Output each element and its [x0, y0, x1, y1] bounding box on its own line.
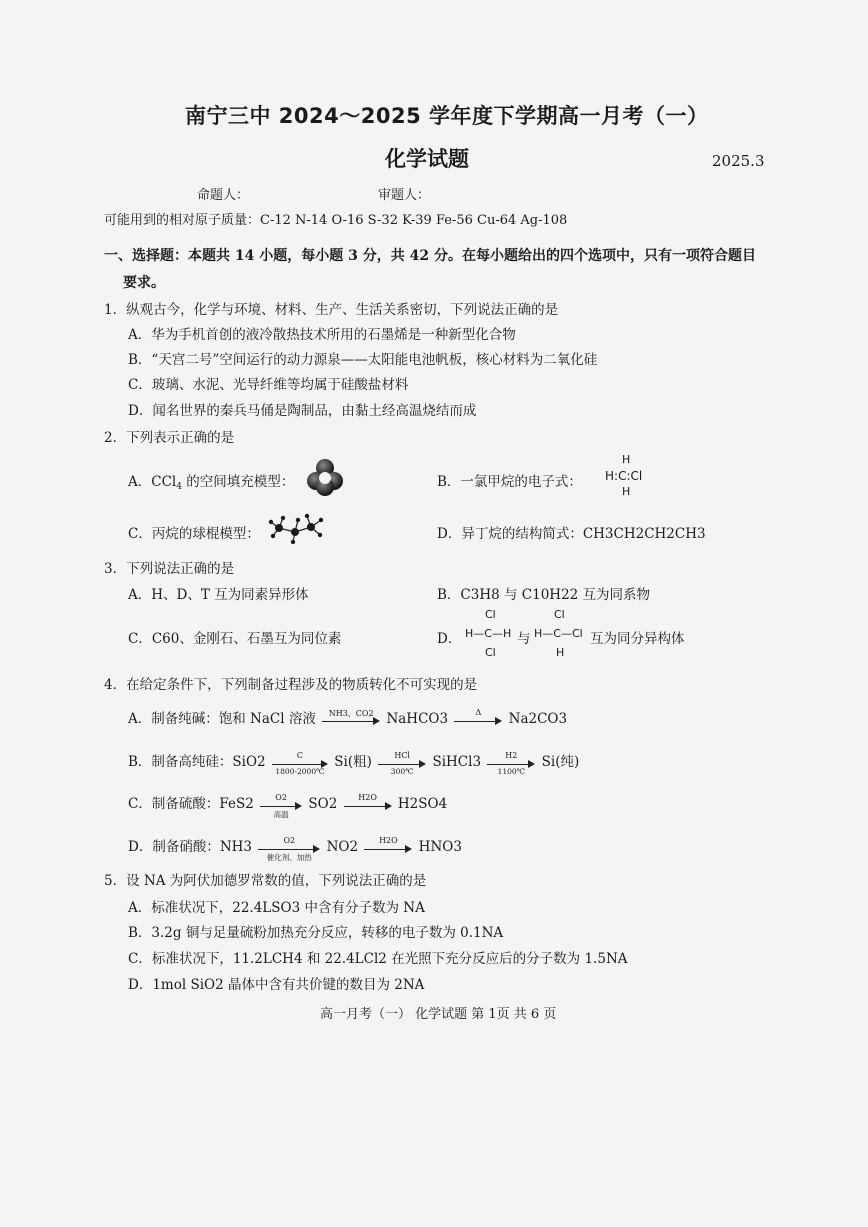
- q4-b-arrow1-temp: 1800-2000℃: [275, 766, 325, 776]
- q3-d-struct1-top: Cl: [485, 608, 496, 621]
- q1-option-c: C．玻璃、水泥、光导纤维等均属于硅酸盐材料: [128, 377, 409, 393]
- q4-b-arrow3-cond: H2: [505, 750, 518, 760]
- author-label: 命题人：: [197, 188, 250, 203]
- q4-c-mid: SO2: [308, 796, 338, 812]
- q2-a-pre: A．CCl: [128, 474, 177, 490]
- q4-c-arrow2-cond: H2O: [358, 792, 377, 802]
- q1-stem: 1．纵观古今，化学与环境、材料、生产、生活关系密切，下列说法正确的是: [104, 302, 559, 318]
- exam-date: 2025.3: [712, 152, 765, 170]
- q4-b-end: Si(纯): [541, 754, 580, 770]
- q5-option-b: B．3.2g 铜与足量硫粉加热充分反应，转移的电子数为 0.1NA: [128, 925, 504, 941]
- q2-option-d: D．异丁烷的结构简式：CH3CH2CH2CH3: [437, 526, 706, 542]
- q4-d-arrow1-cond: O2: [283, 835, 296, 845]
- q3-d-struct2-top: Cl: [554, 608, 565, 621]
- q4-d-end: HNO3: [418, 839, 462, 855]
- q5-stem: 5．设 NA 为阿伏加德罗常数的值，下列说法正确的是: [104, 873, 427, 889]
- q4-b-mid2: SiHCl3: [432, 754, 482, 770]
- q4-c-end: H2SO4: [397, 796, 448, 812]
- q2-stem: 2．下列表示正确的是: [104, 430, 235, 446]
- q3-option-a: A．H、D、T 互为同素异形体: [128, 587, 309, 603]
- q3-d-struct2-bot: H: [556, 646, 565, 659]
- q3-d-struct1-bot: Cl: [485, 646, 496, 659]
- q5-option-d: D．1mol SiO2 晶体中含有共价键的数目为 2NA: [128, 977, 425, 993]
- q2-b-formula-top: H: [622, 453, 631, 466]
- q3-d-struct2-mid: H—C—Cl: [534, 627, 583, 640]
- q4-a-mid: NaHCO3: [386, 711, 449, 727]
- q1-option-b: B．“天宫二号”空间运行的动力源泉——太阳能电池帆板，核心材料为二氧化硅: [128, 352, 598, 368]
- q5-option-c: C．标准状况下，11.2LCH4 和 22.4LCl2 在光照下充分反应后的分子数为 1.5NA: [128, 951, 628, 967]
- q2-option-a: [128, 470, 294, 492]
- arrow-icon: [378, 750, 426, 776]
- q1-option-a: A．华为手机首创的液冷散热技术所用的石墨烯是一种新型化合物: [128, 327, 516, 343]
- q3-option-d-mid: 与: [517, 631, 531, 647]
- q3-option-b: B．C3H8 与 C10H22 互为同系物: [437, 587, 651, 603]
- q4-d-arrow1-catalyst: 催化剂、加热: [266, 852, 312, 862]
- q4-d-mid: NO2: [326, 839, 359, 855]
- section-instructions-line2: 要求。: [123, 275, 165, 291]
- q4-stem: 4．在给定条件下，下列制备过程涉及的物质转化不可实现的是: [104, 677, 478, 693]
- q2-option-b: B．一氯甲烷的电子式：: [437, 474, 582, 490]
- q4-d-label: D．制备硝酸：NH3: [128, 839, 252, 855]
- q4-option-b: [128, 750, 580, 776]
- arrow-icon: [487, 750, 535, 776]
- q4-option-c: [128, 792, 448, 819]
- reviewer-label: 审题人：: [378, 188, 431, 203]
- q3-option-c: C．C60、金刚石、石墨互为同位素: [128, 631, 342, 647]
- q4-d-arrow2-cond: H2O: [379, 835, 398, 845]
- ccl4-space-filling-model-icon: [305, 457, 345, 497]
- q4-b-arrow3-temp: 1100℃: [497, 766, 526, 776]
- q2-option-c: C．丙烷的球棍模型：: [128, 526, 260, 542]
- arrow-icon: [344, 792, 392, 812]
- arrow-icon: [364, 835, 412, 855]
- propane-ball-stick-model-icon: [265, 510, 327, 544]
- q3-option-d-pre: D．: [437, 631, 462, 647]
- q4-option-a: [128, 707, 567, 727]
- q4-b-arrow2-cond: HCl: [394, 750, 410, 760]
- page-footer: 高一月考（一） 化学试题 第 1页 共 6 页: [320, 1007, 557, 1022]
- exam-title: 南宁三中 2024～2025 学年度下学期高一月考（一）: [185, 104, 709, 128]
- q1-option-d: D．闻名世界的秦兵马俑是陶制品，由黏土经高温烧结而成: [128, 403, 477, 419]
- q4-a-arrow2-cond: Δ: [475, 707, 482, 717]
- q3-option-d-post: 互为同分异构体: [590, 631, 685, 647]
- q4-option-d: [128, 835, 462, 862]
- q2-a-post: 的空间填充模型：: [181, 474, 295, 490]
- q2-a-sub: 4: [176, 482, 182, 492]
- q4-a-end: Na2CO3: [508, 711, 568, 727]
- q3-stem: 3．下列说法正确的是: [104, 561, 235, 577]
- q4-b-label: B．制备高纯硅：SiO2: [128, 754, 266, 770]
- arrow-icon: [322, 708, 380, 727]
- q2-b-formula-mid: H:C:Cl: [605, 469, 643, 483]
- q4-c-label: C．制备硫酸：FeS2: [128, 796, 254, 812]
- q2-b-formula-bot: H: [622, 485, 631, 498]
- arrow-icon: [260, 792, 302, 819]
- q4-b-arrow1-cond: C: [296, 750, 304, 760]
- q5-option-a: A．标准状况下，22.4LSO3 中含有分子数为 NA: [128, 900, 425, 916]
- atomic-masses: 可能用到的相对原子质量：C-12 N-14 O-16 S-32 K-39 Fe-56 Cu-64 Ag-108: [104, 213, 568, 228]
- arrow-icon: [258, 835, 320, 862]
- q4-c-arrow1-cond: O2: [275, 792, 287, 802]
- arrow-icon: [454, 707, 502, 727]
- q4-a-arrow1-cond: NH3、CO2: [328, 708, 374, 718]
- q4-b-arrow2-temp: 300℃: [390, 766, 414, 776]
- q4-a-label: A．制备纯碱：饱和 NaCl 溶液: [128, 711, 316, 727]
- q4-b-mid1: Si(粗): [334, 754, 372, 770]
- arrow-icon: [272, 750, 328, 776]
- q3-d-struct1-mid: H—C—H: [465, 627, 512, 640]
- section-instructions-line1: 一、选择题：本题共 14 小题，每小题 3 分，共 42 分。在每小题给出的四个选项中，只有一项符合题目: [104, 248, 756, 264]
- q4-c-arrow1-temp: 高温: [273, 809, 289, 819]
- exam-subtitle: 化学试题: [385, 147, 469, 171]
